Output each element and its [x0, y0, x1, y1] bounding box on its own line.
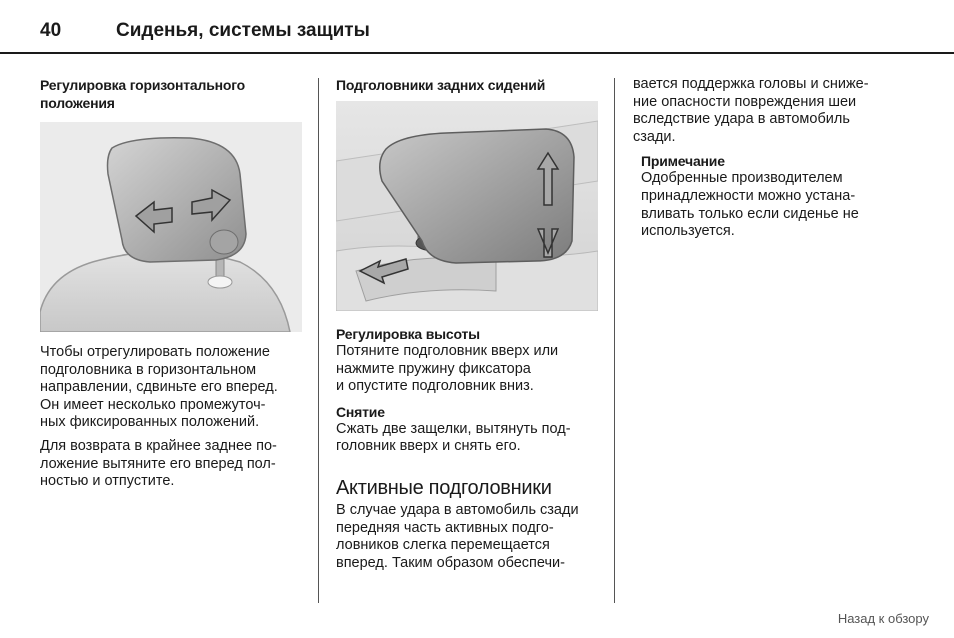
column-2: [336, 76, 600, 572]
rear-headrests-heading: Подголовники задних сидений: [336, 77, 546, 93]
chapter-title: Сиденья, системы защиты: [116, 20, 370, 41]
note-text: Одобренные производителем принадлежности можно устана- вливать только если сиденье не используется.: [641, 170, 859, 240]
back-to-overview-link[interactable]: Назад к обзору: [837, 611, 929, 626]
active-headrests-continuation: вается поддержка головы и сниже- ние опасности повреждения шеи вследствие удара в автомобиль сзади.: [633, 76, 869, 145]
column-1: [40, 76, 302, 491]
removal-text: Сжать две защелки, вытянуть под- головник вверх и снять его.: [336, 420, 571, 455]
rear-headrest-figure: [336, 101, 598, 311]
horizontal-adjustment-heading: Регулировка горизонтального положения: [40, 77, 246, 111]
column-divider: [318, 78, 319, 603]
height-adjustment-text: Потяните подголовник вверх или нажмите пружину фиксатора и опустите подголовник вниз.: [336, 343, 559, 395]
removal-heading: Снятие: [336, 403, 385, 420]
height-adjustment-heading: Регулировка высоты: [336, 326, 480, 342]
note-heading: Примечание: [641, 153, 725, 170]
page-number: 40: [40, 20, 62, 41]
column-3: [633, 76, 901, 241]
horizontal-adjustment-figure: [40, 122, 302, 332]
header-rule: [0, 52, 954, 54]
note-block: [633, 152, 901, 240]
active-headrests-title: Активные подголовники: [336, 476, 552, 499]
column-divider: [614, 78, 615, 603]
horizontal-adjustment-text-1: Чтобы отрегулировать положение подголовника в горизонтальном направлении, сдвиньте его вперед. Он имеет несколько промежуточ- ных фиксированных положений.: [40, 344, 278, 431]
horizontal-adjustment-text-2: Для возврата в крайнее заднее по- ложение вытяните его вперед пол- ностью и отпустите.: [40, 437, 277, 490]
active-headrests-text: В случае удара в автомобиль сзади передняя часть активных подго- ловников слегка перемещается вперед. Таким образом обеспечи-: [336, 501, 579, 571]
